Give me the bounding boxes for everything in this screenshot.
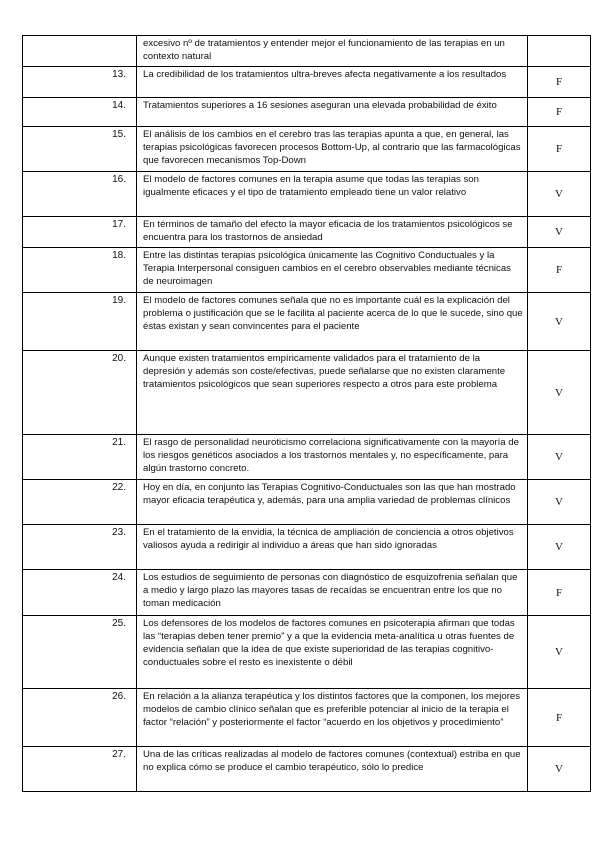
question-number: 26. [23,689,137,747]
question-number: 21. [23,435,137,480]
table-row [23,36,591,67]
answer-cell: V [528,293,591,351]
question-text: En relación a la alianza terapéutica y los distintos factores que la componen, los mejores modelos de cambio clínico señalan que es preferible potenciar al inicio de la terapia el factor “relación” y posteriormente el factor “acuerdo en los objetivos y procedimiento” [137,689,528,747]
question-text: Tratamientos superiores a 16 sesiones aseguran una elevada probabilidad de éxito [137,98,528,127]
question-text: Aunque existen tratamientos empíricamente validados para el tratamiento de la depresión y además son coste/efectivas, puede señalarse que no existen claramente tratamientos psicológicos que sean superiores respecto a otros para este problema [137,351,528,435]
answer-cell: V [528,480,591,525]
table-row [23,525,591,570]
question-number: 25. [23,616,137,689]
answer-cell: V [528,525,591,570]
question-number: 23. [23,525,137,570]
table-row [23,293,591,351]
table-row [23,689,591,747]
question-number: 18. [23,248,137,293]
question-number: 16. [23,172,137,217]
question-number: 15. [23,127,137,172]
answer-cell: F [528,67,591,98]
answer-cell: V [528,351,591,435]
answer-cell: F [528,570,591,616]
table-row [23,616,591,689]
table-row [23,67,591,98]
answer-cell: F [528,248,591,293]
answer-cell [528,36,591,67]
question-number: 20. [23,351,137,435]
answer-cell: F [528,689,591,747]
table-row [23,217,591,248]
answer-cell: F [528,98,591,127]
answer-cell: V [528,435,591,480]
question-number: 24. [23,570,137,616]
question-number: 14. [23,98,137,127]
question-text: El modelo de factores comunes señala que no es importante cuál es la explicación del problema o justificación que se le facilita al paciente acerca de lo que le sucede, sino que éstas existan y sean convincentes para el paciente [137,293,528,351]
question-text: excesivo nº de tratamientos y entender mejor el funcionamiento de las terapias en un contexto natural [137,36,528,67]
table-row [23,435,591,480]
question-text: El rasgo de personalidad neuroticismo correlaciona significativamente con la mayoría de los riesgos genéticos asociados a los trastornos mentales y, no específicamente, para algún trastorno concreto. [137,435,528,480]
table-row [23,747,591,792]
question-text: En términos de tamaño del efecto la mayor eficacia de los tratamientos psicológicos se encuentra para los trastornos de ansiedad [137,217,528,248]
table-row [23,127,591,172]
questions-table-body [23,36,591,792]
question-text: Una de las críticas realizadas al modelo de factores comunes (contextual) estriba en que no explica cómo se produce el cambio terapéutico, sólo lo predice [137,747,528,792]
question-text: Los defensores de los modelos de factores comunes en psicoterapia afirman que todas las “terapias deben tener premio” y a que la evidencia meta-analítica u otras fuentes de evidencia señalan que la idea de que existe superioridad de las terapias cognitivo-conductuales sobre el resto es inexistente o débil [137,616,528,689]
question-text: La credibilidad de los tratamientos ultra-breves afecta negativamente a los resultados [137,67,528,98]
table-row [23,570,591,616]
question-text: El análisis de los cambios en el cerebro tras las terapias apunta a que, en general, las terapias psicológicas favorecen procesos Bottom-Up, al contrario que las farmacológicas que favorecen mecanismos Top-Down [137,127,528,172]
table-row [23,172,591,217]
answer-cell: V [528,616,591,689]
table-row [23,98,591,127]
question-number [23,36,137,67]
questions-table [22,35,591,792]
question-number: 27. [23,747,137,792]
question-text: En el tratamiento de la envidia, la técnica de ampliación de conciencia a otros objetivos valiosos ayuda a redirigir al individuo a áreas que han sido ignoradas [137,525,528,570]
question-text: El modelo de factores comunes en la terapia asume que todas las terapias son igualmente eficaces y el tipo de tratamiento empleado tiene un valor relativo [137,172,528,217]
question-number: 13. [23,67,137,98]
answer-cell: V [528,217,591,248]
answer-cell: V [528,747,591,792]
table-row [23,351,591,435]
question-text: Los estudios de seguimiento de personas con diagnóstico de esquizofrenia señalan que a medio y largo plazo las mayores tasas de recaídas se encuentran entre los que no toman medicación [137,570,528,616]
table-row [23,248,591,293]
question-number: 22. [23,480,137,525]
question-text: Hoy en día, en conjunto las Terapias Cognitivo-Conductuales son las que han mostrado mayor eficacia terapéutica y, además, para una amplia variedad de problemas clínicos [137,480,528,525]
answer-cell: V [528,172,591,217]
table-row [23,480,591,525]
question-text: Entre las distintas terapias psicológica únicamente las Cognitivo Conductuales y la Terapia Interpersonal consiguen cambios en el cerebro observables mediante técnicas de neuroimagen [137,248,528,293]
answer-cell: F [528,127,591,172]
question-number: 19. [23,293,137,351]
question-number: 17. [23,217,137,248]
